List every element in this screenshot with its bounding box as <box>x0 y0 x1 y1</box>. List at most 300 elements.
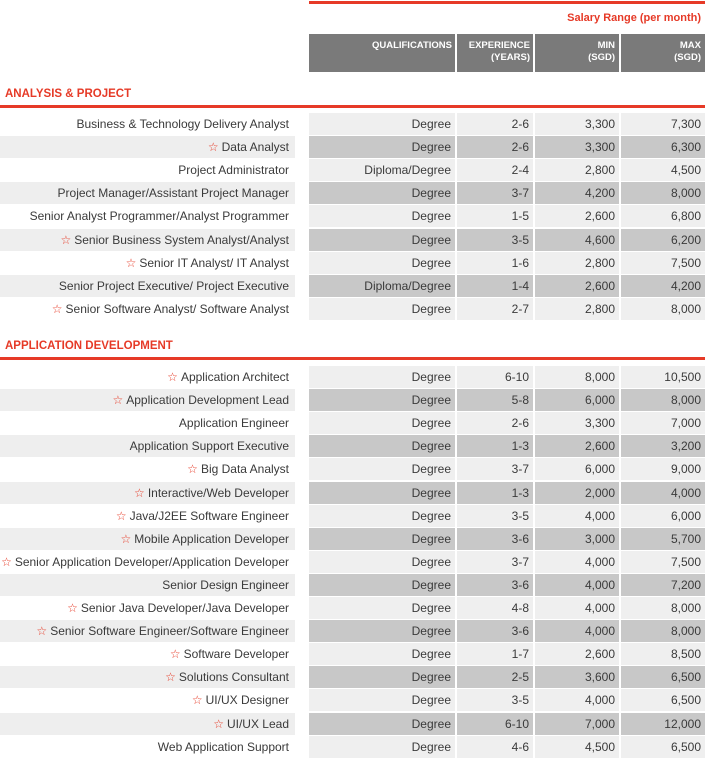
cell-qual <box>309 597 455 619</box>
cell-role-text: UI/UX Designer <box>205 693 289 708</box>
cell-min-text: 2,600 <box>584 278 615 293</box>
cell-exp <box>457 458 533 480</box>
cell-min <box>535 666 619 688</box>
cell-role-text: Application Architect <box>180 370 289 384</box>
cell-qual <box>309 435 455 457</box>
cell-min <box>535 458 619 480</box>
cell-role <box>0 252 295 274</box>
cell-min <box>535 643 619 665</box>
cell-qual <box>309 252 455 274</box>
cell-qual-text: Degree <box>411 255 451 270</box>
section-rule <box>0 105 705 108</box>
cell-qual <box>309 136 455 158</box>
cell-max <box>621 505 705 527</box>
star-icon: ☆ <box>191 693 203 708</box>
cell-min-text: 2,800 <box>584 301 615 316</box>
header-top-rule <box>309 1 705 4</box>
cell-role <box>0 389 295 411</box>
cell-role <box>0 574 295 596</box>
cell-max <box>621 713 705 735</box>
star-icon: ☆ <box>134 485 145 500</box>
cell-role <box>0 713 295 735</box>
cell-exp-text: 1-5 <box>511 209 529 224</box>
cell-exp <box>457 159 533 181</box>
column-header-max-line2: (SGD) <box>674 52 701 63</box>
cell-exp-text: 3-5 <box>511 508 529 523</box>
cell-exp <box>457 412 533 434</box>
cell-role-text: UI/UX Lead <box>226 716 289 731</box>
cell-max-text: 6,500 <box>670 670 701 685</box>
cell-exp <box>457 252 533 274</box>
cell-exp <box>457 113 533 135</box>
cell-qual-text: Degree <box>411 624 451 639</box>
cell-min-text: 6,000 <box>584 462 615 477</box>
cell-qual <box>309 159 455 181</box>
table-row <box>0 229 705 251</box>
cell-qual-text: Degree <box>411 186 451 201</box>
star-icon: ☆ <box>60 232 72 247</box>
cell-max-text: 8,500 <box>670 647 701 662</box>
cell-qual <box>309 666 455 688</box>
cell-max-text: 8,000 <box>670 624 701 639</box>
cell-exp <box>457 689 533 711</box>
cell-exp-text: 5-8 <box>511 393 529 408</box>
cell-qual <box>309 620 455 642</box>
star-icon: ☆ <box>36 624 48 639</box>
cell-exp <box>457 136 533 158</box>
cell-exp <box>457 298 533 320</box>
cell-exp <box>457 435 533 457</box>
table-row <box>0 689 705 711</box>
cell-max-text: 6,000 <box>670 508 701 523</box>
cell-min <box>535 505 619 527</box>
cell-min-text: 8,000 <box>584 370 615 384</box>
cell-max-text: 5,700 <box>670 531 701 546</box>
cell-max <box>621 574 705 596</box>
table-row <box>0 113 705 135</box>
cell-min-text: 3,600 <box>584 670 615 685</box>
cell-role-text: Senior Software Analyst/ Software Analyst <box>65 301 289 316</box>
table-row <box>0 412 705 434</box>
cell-qual <box>309 736 455 758</box>
cell-max <box>621 482 705 504</box>
cell-role-text: Senior IT Analyst/ IT Analyst <box>139 255 289 270</box>
cell-role-text: Web Application Support <box>157 739 289 754</box>
cell-min <box>535 435 619 457</box>
cell-role <box>0 159 295 181</box>
cell-role-text: Data Analyst <box>221 140 289 155</box>
table-row <box>0 574 705 596</box>
column-header-experience <box>457 34 533 72</box>
cell-exp <box>457 666 533 688</box>
cell-min-text: 2,000 <box>584 485 615 500</box>
cell-role-text: Senior Project Executive/ Project Executive <box>58 278 289 293</box>
cell-qual-text: Degree <box>411 577 451 592</box>
cell-exp-text: 3-6 <box>511 531 529 546</box>
cell-role-text: Senior Design Engineer <box>162 577 289 592</box>
cell-role-text: Project Administrator <box>178 163 289 178</box>
cell-role <box>0 136 295 158</box>
star-icon: ☆ <box>187 462 198 477</box>
section-title: APPLICATION DEVELOPMENT <box>5 340 173 352</box>
salary-range-label: Salary Range (per month) <box>567 12 701 24</box>
cell-role <box>0 412 295 434</box>
cell-max-text: 4,200 <box>670 278 701 293</box>
cell-min-text: 4,000 <box>584 693 615 708</box>
table-row <box>0 389 705 411</box>
cell-max <box>621 666 705 688</box>
cell-exp-text: 2-4 <box>511 163 529 178</box>
cell-role <box>0 113 295 135</box>
cell-max <box>621 159 705 181</box>
cell-min-text: 4,000 <box>584 508 615 523</box>
cell-qual <box>309 505 455 527</box>
cell-qual <box>309 182 455 204</box>
cell-min-text: 3,300 <box>584 416 615 431</box>
cell-max <box>621 275 705 297</box>
cell-role-text: Software Developer <box>183 647 289 662</box>
cell-min <box>535 205 619 227</box>
cell-min-text: 4,200 <box>584 186 615 201</box>
cell-role <box>0 366 295 388</box>
cell-role-text: Java/J2EE Software Engineer <box>129 508 289 523</box>
cell-min <box>535 366 619 388</box>
cell-min <box>535 597 619 619</box>
cell-qual-text: Degree <box>411 485 451 500</box>
cell-max-text: 7,300 <box>670 117 701 131</box>
cell-qual <box>309 643 455 665</box>
cell-min-text: 2,800 <box>584 163 615 178</box>
cell-min <box>535 528 619 550</box>
cell-role <box>0 182 295 204</box>
column-header-min-line1: MIN <box>597 40 615 51</box>
cell-max-text: 3,200 <box>670 439 701 454</box>
table-row <box>0 505 705 527</box>
table-row <box>0 620 705 642</box>
cell-max <box>621 389 705 411</box>
cell-exp-text: 4-8 <box>511 601 529 615</box>
cell-role <box>0 597 295 619</box>
cell-exp <box>457 205 533 227</box>
cell-exp <box>457 229 533 251</box>
cell-max <box>621 551 705 573</box>
star-icon: ☆ <box>167 370 178 384</box>
cell-exp-text: 2-6 <box>511 416 529 431</box>
cell-min-text: 3,000 <box>584 531 615 546</box>
cell-min-text: 3,300 <box>584 140 615 155</box>
cell-min <box>535 412 619 434</box>
cell-role-text: Project Manager/Assistant Project Manager <box>57 186 289 201</box>
cell-max <box>621 689 705 711</box>
star-icon: ☆ <box>213 716 224 731</box>
cell-qual <box>309 275 455 297</box>
cell-min-text: 2,600 <box>584 439 615 454</box>
cell-max <box>621 620 705 642</box>
cell-max-text: 4,000 <box>670 485 701 500</box>
cell-qual-text: Degree <box>411 554 451 569</box>
cell-min-text: 3,300 <box>584 117 615 131</box>
cell-exp <box>457 482 533 504</box>
cell-role <box>0 275 295 297</box>
cell-role-text: Senior Business System Analyst/Analyst <box>74 232 289 247</box>
cell-exp <box>457 551 533 573</box>
cell-exp <box>457 574 533 596</box>
star-icon: ☆ <box>112 393 124 408</box>
column-header-qualifications-label: QUALIFICATIONS <box>371 40 452 51</box>
cell-min <box>535 182 619 204</box>
cell-max-text: 7,500 <box>670 554 701 569</box>
table-row <box>0 136 705 158</box>
cell-max <box>621 136 705 158</box>
cell-qual-text: Degree <box>411 601 451 615</box>
cell-qual <box>309 551 455 573</box>
cell-qual-text: Degree <box>411 416 451 431</box>
cell-min-text: 4,000 <box>584 577 615 592</box>
cell-max <box>621 597 705 619</box>
cell-max <box>621 736 705 758</box>
cell-exp-text: 3-5 <box>511 693 529 708</box>
cell-exp <box>457 597 533 619</box>
cell-qual <box>309 389 455 411</box>
cell-exp-text: 4-6 <box>511 739 529 754</box>
cell-max <box>621 113 705 135</box>
cell-min-text: 4,000 <box>584 601 615 615</box>
cell-qual <box>309 574 455 596</box>
cell-role-text: Senior Analyst Programmer/Analyst Programmer <box>29 209 289 224</box>
cell-role <box>0 229 295 251</box>
star-icon: ☆ <box>125 255 137 270</box>
cell-min <box>535 736 619 758</box>
cell-qual-text: Degree <box>411 439 451 454</box>
star-icon: ☆ <box>67 601 78 615</box>
cell-min-text: 2,800 <box>584 255 615 270</box>
table-row <box>0 159 705 181</box>
cell-min-text: 2,600 <box>584 647 615 662</box>
table-row <box>0 252 705 274</box>
cell-qual <box>309 412 455 434</box>
cell-exp-text: 2-6 <box>511 117 529 131</box>
table-row <box>0 643 705 665</box>
cell-role-text: Application Engineer <box>178 416 289 431</box>
cell-max <box>621 366 705 388</box>
cell-qual <box>309 366 455 388</box>
column-header-min-line2: (SGD) <box>588 52 615 63</box>
cell-role-text: Senior Java Developer/Java Developer <box>80 601 289 615</box>
cell-qual <box>309 205 455 227</box>
cell-max-text: 6,500 <box>670 693 701 708</box>
cell-qual-text: Degree <box>411 301 451 316</box>
star-icon: ☆ <box>165 670 176 685</box>
cell-min-text: 6,000 <box>584 393 615 408</box>
cell-role <box>0 551 295 573</box>
cell-qual <box>309 689 455 711</box>
column-header-min <box>535 34 619 72</box>
cell-exp-text: 1-4 <box>511 278 529 293</box>
cell-exp-text: 1-7 <box>511 647 529 662</box>
cell-qual-text: Degree <box>411 209 451 224</box>
cell-role-text: Solutions Consultant <box>178 670 289 685</box>
cell-qual-text: Degree <box>411 232 451 247</box>
cell-exp <box>457 366 533 388</box>
cell-qual <box>309 229 455 251</box>
cell-qual-text: Diploma/Degree <box>364 278 451 293</box>
cell-exp <box>457 275 533 297</box>
cell-qual-text: Degree <box>411 117 451 131</box>
cell-role-text: Application Support Executive <box>129 439 289 454</box>
cell-min-text: 7,000 <box>584 716 615 731</box>
cell-max <box>621 298 705 320</box>
cell-min-text: 4,000 <box>584 624 615 639</box>
cell-max-text: 7,500 <box>670 255 701 270</box>
cell-exp-text: 3-6 <box>511 577 529 592</box>
cell-max-text: 6,800 <box>670 209 701 224</box>
cell-exp-text: 3-6 <box>511 624 529 639</box>
cell-max-text: 6,500 <box>670 739 701 754</box>
cell-max-text: 6,200 <box>670 232 701 247</box>
cell-qual-text: Degree <box>411 739 451 754</box>
star-icon: ☆ <box>1 554 12 569</box>
cell-max-text: 10,500 <box>664 370 701 384</box>
cell-exp <box>457 505 533 527</box>
cell-qual <box>309 528 455 550</box>
section-title: ANALYSIS & PROJECT <box>5 88 132 100</box>
cell-role <box>0 505 295 527</box>
cell-max <box>621 435 705 457</box>
cell-role <box>0 298 295 320</box>
cell-role <box>0 435 295 457</box>
cell-qual <box>309 482 455 504</box>
cell-max-text: 8,000 <box>670 186 701 201</box>
cell-qual-text: Degree <box>411 716 451 731</box>
cell-role <box>0 643 295 665</box>
cell-qual <box>309 298 455 320</box>
cell-role <box>0 736 295 758</box>
cell-role-text: Senior Software Engineer/Software Engineer <box>50 624 289 639</box>
cell-role <box>0 458 295 480</box>
cell-exp-text: 6-10 <box>504 370 529 384</box>
cell-min <box>535 482 619 504</box>
cell-qual-text: Degree <box>411 693 451 708</box>
cell-exp <box>457 389 533 411</box>
cell-min <box>535 136 619 158</box>
cell-min-text: 2,600 <box>584 209 615 224</box>
column-header-qualifications <box>309 34 455 72</box>
cell-max-text: 12,000 <box>664 716 701 731</box>
cell-max <box>621 252 705 274</box>
table-row <box>0 435 705 457</box>
cell-exp-text: 2-5 <box>511 670 529 685</box>
cell-min <box>535 275 619 297</box>
cell-exp-text: 1-3 <box>511 485 529 500</box>
cell-max-text: 6,300 <box>670 140 701 155</box>
cell-qual-text: Degree <box>411 670 451 685</box>
column-header-max-line1: MAX <box>679 40 701 51</box>
star-icon: ☆ <box>169 647 181 662</box>
table-row <box>0 736 705 758</box>
cell-min <box>535 389 619 411</box>
cell-max-text: 4,500 <box>670 163 701 178</box>
column-header-max <box>621 34 705 72</box>
cell-exp-text: 3-7 <box>511 462 529 477</box>
cell-role-text: Big Data Analyst <box>200 462 289 477</box>
cell-exp-text: 1-6 <box>511 255 529 270</box>
cell-max <box>621 412 705 434</box>
star-icon: ☆ <box>51 301 63 316</box>
star-icon: ☆ <box>207 140 219 155</box>
cell-qual-text: Degree <box>411 508 451 523</box>
table-row <box>0 482 705 504</box>
cell-min <box>535 229 619 251</box>
cell-min <box>535 159 619 181</box>
cell-exp <box>457 528 533 550</box>
cell-role <box>0 482 295 504</box>
cell-min <box>535 574 619 596</box>
table-row <box>0 551 705 573</box>
table-row <box>0 366 705 388</box>
cell-qual <box>309 458 455 480</box>
cell-qual-text: Diploma/Degree <box>364 163 451 178</box>
section-rule <box>0 357 705 360</box>
cell-qual-text: Degree <box>411 140 451 155</box>
cell-role <box>0 620 295 642</box>
cell-min <box>535 551 619 573</box>
cell-max <box>621 229 705 251</box>
cell-max-text: 7,200 <box>670 577 701 592</box>
cell-max-text: 8,000 <box>670 393 701 408</box>
cell-exp <box>457 736 533 758</box>
cell-min <box>535 298 619 320</box>
cell-qual-text: Degree <box>411 462 451 477</box>
cell-exp-text: 2-7 <box>511 301 529 316</box>
cell-min-text: 4,500 <box>584 739 615 754</box>
cell-role-text: Senior Application Developer/Application Developer <box>14 554 289 569</box>
table-row <box>0 298 705 320</box>
cell-exp-text: 3-5 <box>511 232 529 247</box>
cell-qual-text: Degree <box>411 370 451 384</box>
table-row <box>0 275 705 297</box>
cell-max-text: 7,000 <box>670 416 701 431</box>
cell-qual-text: Degree <box>411 647 451 662</box>
cell-max <box>621 528 705 550</box>
column-header-experience-line2: (YEARS) <box>490 52 530 63</box>
cell-exp-text: 6-10 <box>504 716 529 731</box>
cell-min-text: 4,000 <box>584 554 615 569</box>
cell-min <box>535 620 619 642</box>
cell-role-text: Business & Technology Delivery Analyst <box>76 117 289 131</box>
cell-qual <box>309 713 455 735</box>
table-row <box>0 713 705 735</box>
cell-max-text: 8,000 <box>670 601 701 615</box>
cell-max <box>621 643 705 665</box>
cell-min <box>535 689 619 711</box>
cell-exp-text: 3-7 <box>511 554 529 569</box>
cell-exp <box>457 713 533 735</box>
cell-max <box>621 458 705 480</box>
cell-exp-text: 2-6 <box>511 140 529 155</box>
cell-exp-text: 3-7 <box>511 186 529 201</box>
cell-exp <box>457 643 533 665</box>
cell-exp-text: 1-3 <box>511 439 529 454</box>
cell-role-text: Interactive/Web Developer <box>147 485 289 500</box>
star-icon: ☆ <box>115 508 127 523</box>
cell-min <box>535 113 619 135</box>
cell-min <box>535 713 619 735</box>
table-row <box>0 458 705 480</box>
cell-max-text: 8,000 <box>670 301 701 316</box>
cell-role <box>0 666 295 688</box>
cell-role-text: Mobile Application Developer <box>134 531 289 546</box>
cell-qual <box>309 113 455 135</box>
